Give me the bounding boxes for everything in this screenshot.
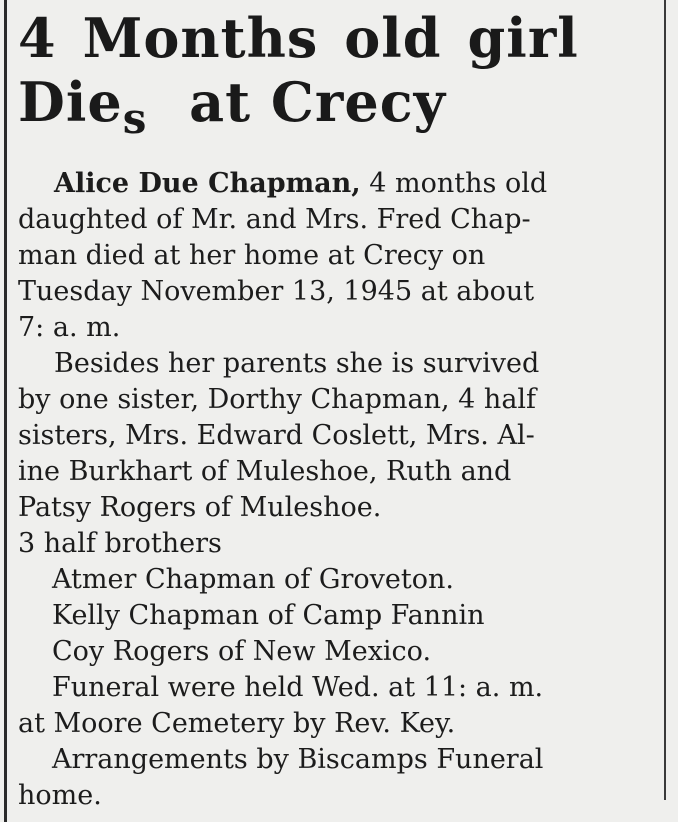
lead-name: Alice Due Chapman, <box>54 168 361 199</box>
paragraph-2-line-4: ine Burkhart of Muleshoe, Ruth and <box>18 456 512 487</box>
paragraph-1-line-5: 7: a. m. <box>18 312 121 343</box>
headline-line-1 <box>18 6 658 70</box>
funeral-line-1: Funeral were held Wed. at 11: a. m. <box>52 672 544 703</box>
headline-word: old <box>344 6 442 70</box>
brother-item: Coy Rogers of New Mexico. <box>52 636 432 667</box>
paragraph-2-line-3: sisters, Mrs. Edward Coslett, Mrs. Al- <box>18 420 535 451</box>
paragraph-1-line-1 <box>18 166 666 202</box>
headline-word: 4 <box>18 6 57 70</box>
paragraph-1-line-4: Tuesday November 13, 1945 at about <box>18 276 535 307</box>
headline-line-2 <box>18 70 658 143</box>
headline-word-rest: at Crecy <box>189 70 446 134</box>
paragraph-2-line-2: by one sister, Dorthy Chapman, 4 half <box>18 384 537 415</box>
article-body <box>18 166 666 814</box>
paragraph-1-line-1-rest: 4 months old <box>369 168 548 199</box>
paragraph-1-line-2: daughted of Mr. and Mrs. Fred Chap- <box>18 204 531 235</box>
funeral-line-2: at Moore Cemetery by Rev. Key. <box>18 708 456 739</box>
headline-word-prefix: Die <box>18 70 123 134</box>
brother-item: Atmer Chapman of Groveton. <box>52 564 454 595</box>
headline <box>18 6 658 143</box>
arrangements-line-2: home. <box>18 780 102 811</box>
column-rule-left <box>4 0 7 822</box>
paragraph-2-line-1: Besides her parents she is survived <box>54 348 540 379</box>
headline-word: Months <box>82 6 319 70</box>
brother-item: Kelly Chapman of Camp Fannin <box>52 600 485 631</box>
paragraph-2-line-5: Patsy Rogers of Muleshoe. <box>18 492 382 523</box>
headline-subscript: s <box>122 94 148 143</box>
headline-word: girl <box>467 6 579 70</box>
arrangements-line-1: Arrangements by Biscamps Funeral <box>52 744 544 775</box>
brothers-header: 3 half brothers <box>18 528 222 559</box>
paragraph-1-line-3: man died at her home at Crecy on <box>18 240 486 271</box>
